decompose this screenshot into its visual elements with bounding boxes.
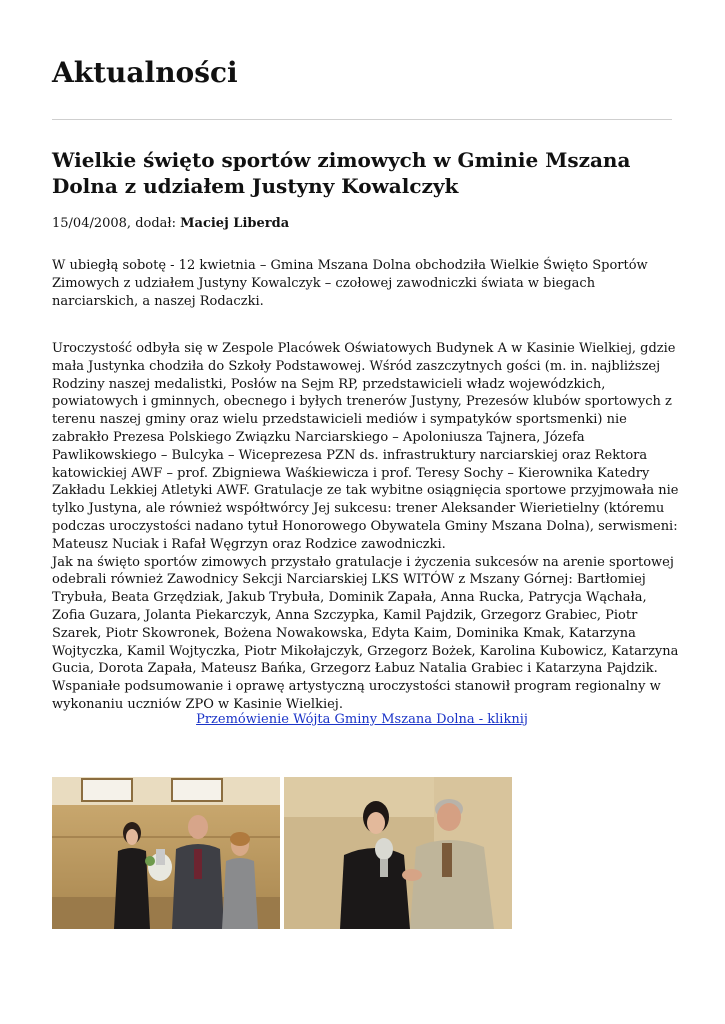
article-title: Wielkie święto sportów zimowych w Gminie Mszana Dolna z udziałem Justyny Kowalczyk xyxy=(52,148,631,198)
ceremony-photo-1[interactable] xyxy=(52,777,280,929)
article-date: 15/04/2008, dodał: xyxy=(52,216,181,231)
ceremony-photo-2-image xyxy=(284,777,512,929)
ceremony-photo-2[interactable] xyxy=(284,777,512,929)
page-heading: Aktualności xyxy=(52,56,238,89)
speech-link[interactable]: Przemówienie Wójta Gminy Mszana Dolna - kliknij xyxy=(196,712,528,727)
ceremony-photo-1-image xyxy=(52,777,280,929)
article-meta xyxy=(52,214,672,234)
speech-link-container xyxy=(52,710,672,730)
heading-divider xyxy=(52,119,672,120)
article-body: Uroczystość odbyła się w Zespole Placówek Oświatowych Budynek A w Kasinie Wielkiej, gdzie mała Justynka chodziła do Szkoły Podstawowej. Wśród zaszczytnych gości (m. in. najbliższej Rodziny naszej medalistki, Posłów na Sejm RP, przedstawicieli władz wojewódzkich, powiatowych i gminnych, obecnego i byłych trenerów Justyny, Prezesów klubów sportowych z terenu naszej gminy oraz wielu przedstawicieli mediów i sympatyków sportsmenki) nie zabrakło Prezesa Polskiego Związku Narciarskiego – Apoloniusza Tajnera, Józefa Pawlikowskiego – Bulcyka – Wiceprezesa PZN ds. infrastruktury narciarskiej oraz Rektora katowickiej AWF – prof. Zbigniewa Waśkiewicza i prof. Teresy Sochy – Kierownika Katedry Zakładu Lekkiej Atletyki AWF. Gratulacje ze tak wybitne osiągnięcia sportowe przyjmowała nie tylko Justyna, ale również współtwórcy Jej sukcesu: trener Aleksander Wierietielny (któremu podczas uroczystości nadano tytuł Honorowego Obywatela Gminy Mszana Dolna), serwismeni: Mateusz Nuciak i Rafał Węgrzyn oraz Rodzice zawodniczki. Jak na święto sportów zimowych przystało gratulacje i życzenia sukcesów na arenie sportowej odebrali również Zawodnicy Sekcji Narciarskiej LKS WITÓW z Mszany Górnej: Bartłomiej Trybuła, Beata Grzędziak, Jakub Trybuła, Dominik Zapała, Anna Rucka, Patrycja Wąchała, Zofia Guzara, Jolanta Piekarczyk, Anna Szczypka, Kamil Pajdzik, Grzegorz Grabiec, Piotr Szarek, Piotr Skowronek, Bożena Nowakowska, Edyta Kaim, Dominika Kmak, Katarzyna Wojtyczka, Kamil Wojtyczka, Piotr Mikołajczyk, Grzegorz Bożek, Karolina Kubowicz, Katarzyna Gucia, Dorota Zapała, Mateusz Bańka, Grzegorz Łabuz Natalia Grabiec i Katarzyna Pajdzik. Wspaniałe podsumowanie i oprawę artystyczną uroczystości stanowił program regionalny w wykonaniu uczniów ZPO w Kasinie Wielkiej. xyxy=(52,341,679,712)
article-author: Maciej Liberda xyxy=(180,216,290,231)
article-lead: W ubiegłą sobotę - 12 kwietnia – Gmina Mszana Dolna obchodziła Wielkie Święto Sportów Zimowych z udziałem Justyny Kowalczyk – czołowej zawodniczki świata w biegach narciarskich, a naszej Rodaczki. xyxy=(52,258,648,309)
